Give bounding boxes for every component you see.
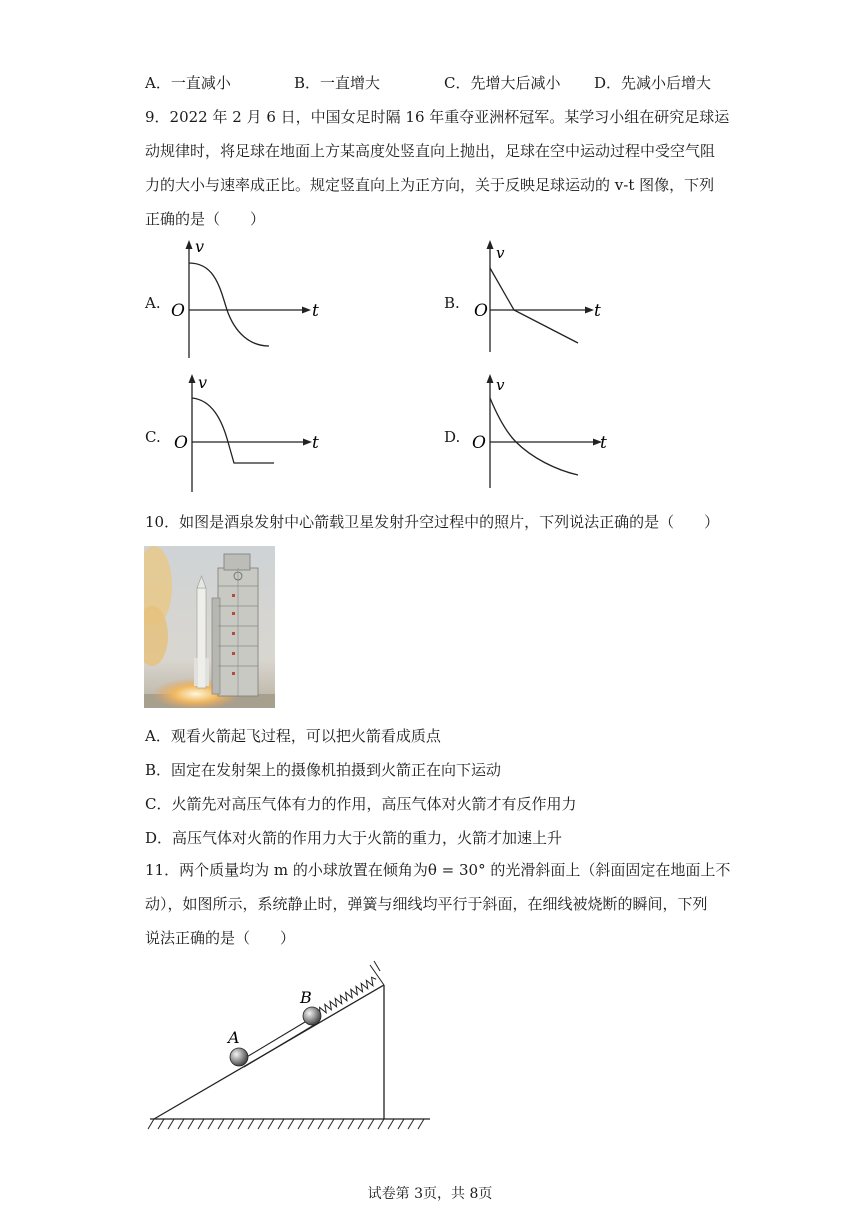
q9-graph-b-label: B.	[444, 294, 460, 312]
q9-graph-c	[168, 372, 328, 496]
q9-b-axis-v: v	[496, 244, 505, 262]
ball-a	[230, 1048, 248, 1066]
ball-b	[303, 1007, 321, 1025]
q10-option-a: A．观看火箭起飞过程，可以把火箭看成质点	[145, 727, 441, 745]
q10-option-b: B．固定在发射架上的摄像机拍摄到火箭正在向下运动	[145, 761, 502, 779]
ball-b-label: B	[300, 988, 312, 1007]
q8-option-a: A．一直减小	[145, 74, 231, 92]
q9-a-axis-t: t	[312, 301, 319, 321]
q11-stem-line-1: 11．两个质量均为 m 的小球放置在倾角为θ = 30° 的光滑斜面上（斜面固定在地面上不	[145, 861, 731, 879]
rocket-launch-photo	[144, 546, 275, 708]
q9-graph-a	[165, 238, 325, 363]
q9-graph-b	[466, 238, 616, 356]
q9-b-axis-t: t	[594, 301, 601, 321]
q9-d-axis-v: v	[496, 376, 505, 394]
q8-option-b: B．一直增大	[294, 74, 381, 92]
q9-stem-line-3: 力的大小与速率成正比。规定竖直向上为正方向，关于反映足球运动的 v-t 图像，下列	[145, 176, 715, 194]
q11-stem-line-2: 动），如图所示，系统静止时，弹簧与细线均平行于斜面，在细线被烧断的瞬间，下列	[145, 895, 708, 913]
q9-d-axis-t: t	[600, 433, 607, 453]
q9-a-axis-v: v	[195, 238, 205, 256]
q10-stem: 10．如图是酒泉发射中心箭载卫星发射升空过程中的照片，下列说法正确的是（ ）	[145, 513, 720, 531]
q9-c-origin: O	[174, 433, 188, 453]
q9-stem-line-2: 动规律时，将足球在地面上方某高度处竖直向上抛出，足球在空中运动过程中受空气阻	[145, 142, 716, 160]
q11-stem-line-3: 说法正确的是（ ）	[145, 929, 296, 947]
q9-graph-c-label: C.	[145, 428, 161, 446]
q9-c-axis-v: v	[198, 373, 208, 392]
q10-option-c: C．火箭先对高压气体有力的作用，高压气体对火箭才有反作用力	[145, 795, 577, 813]
q10-option-d: D．高压气体对火箭的作用力大于火箭的重力，火箭才加速上升	[145, 829, 563, 847]
page-footer: 试卷第 3页，共 8页	[367, 1186, 493, 1202]
ball-a-label: A	[228, 1028, 240, 1047]
q8-option-d: D．先减小后增大	[594, 74, 712, 92]
q9-c-axis-t: t	[312, 433, 319, 453]
q9-stem-line-1: 9．2022 年 2 月 6 日，中国女足时隔 16 年重夺亚洲杯冠军。某学习小组在研究足球运	[145, 108, 730, 126]
q9-graph-d-label: D.	[444, 428, 461, 446]
q8-option-c: C．先增大后减小	[444, 74, 561, 92]
q9-graph-d	[466, 372, 616, 492]
incline-diagram	[140, 955, 440, 1135]
q9-a-origin: O	[171, 301, 185, 321]
q9-graph-a-label: A.	[145, 294, 161, 312]
q9-b-origin: O	[474, 301, 488, 321]
q9-stem-line-4: 正确的是（ ）	[145, 210, 266, 228]
q9-d-origin: O	[472, 433, 486, 453]
